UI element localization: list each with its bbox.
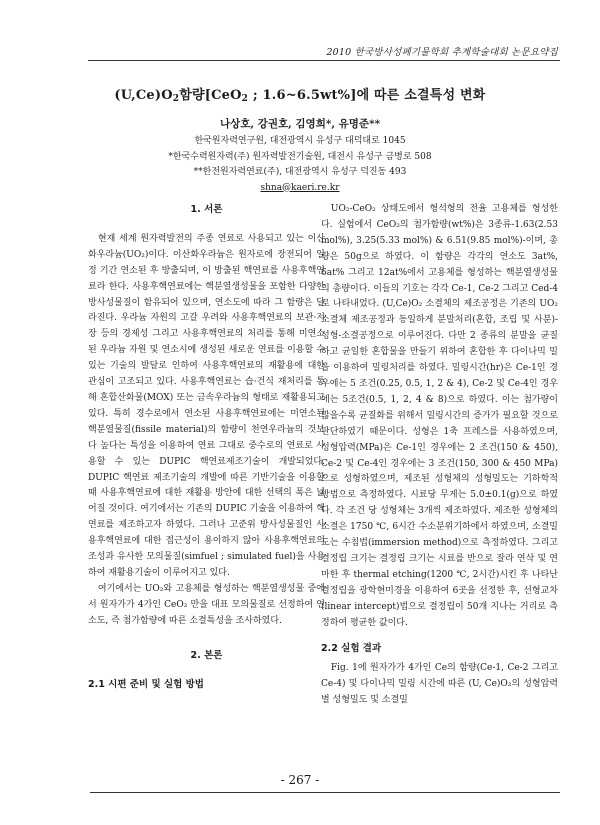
section-heading-intro: 1. 서론 (190, 204, 223, 215)
left-column (88, 196, 325, 697)
intro-paragraph-1: 현재 세계 원자력발전의 주종 연료로 사용되고 있는 이산화우라늄(UO₂)이다. 이산화우라늄은 원자로에 장전되어 일정 기간 연소된 후 방출되며, 이 방출된 핵연료를 사용후핵연료라 한다. 사용후핵연료에는 핵분열생성물을 포함한 다양한 방사성물질이 함유되어 있으며, 연소도에 따라 그 함량은 달라진다. 우라늄 자원의 고갈 우려와 사용후핵연료의 보관·저장 등의 경제성 그리고 사용후핵연료의 처리를 통해 미연소된 우라늄 자원 및 연소시에 생성된 새로운 연료를 이용할 수 있는 기술의 발달로 인하여 사용후핵연료의 재활용에 대한 관심이 고조되고 있다. 사용후핵연료는 습·건식 재처리를 통해 혼합산화물(MOX) 또는 금속우라늄의 형태로 재활용되고 있다. 특히 경수로에서 연소된 사용후핵연료에는 미연소된 핵분열물질(fissile material)의 함량이 천연우라늄의 것보다 높다는 특성을 이용하여 연료 그대로 중수로의 연료로 사용할 수 있는 DUPIC 핵연료제조기술이 개발되었다. DUPIC 핵연료 제조기술의 개발에 따른 기반기술을 이용할 때 사용후핵연료에 대한 재활용 방안에 대한 선택의 폭은 넓어질 것이다. 여기에서는 기존의 DUPIC 기술을 이용하여 핵연료를 제조하고자 하였다. 그러나 고준위 방사성물질인 사용후핵연료에 대한 접근성이 용이하지 않아 사용후핵연료의 조성과 유사한 모의물질(simfuel ; simulated fuel)을 사용하여 재활용기술이 이루어지고 있다. (88, 233, 325, 578)
footer-rule (90, 792, 560, 793)
paper-title (0, 84, 600, 104)
author-list: 나상호, 강권호, 김영희*, 유명준** (219, 118, 381, 130)
subsection-heading-2-2: 2.2 실험 결과 (321, 643, 382, 655)
affiliation-line: **한전원자력연료(주), 대전광역시 유성구 덕진동 493 (193, 167, 407, 177)
intro-paragraph-2: 여기에서는 UO₂와 고용체를 형성하는 핵분열생성물 중에서 원자가가 4가인 CeO₂ 만을 대표 모의물질로 선정하여 연소도, 즉 첨가함량에 따른 소결특성을 조사하였다. (88, 583, 325, 626)
title-subscript: 2 (241, 94, 249, 104)
title-part: 함량[CeO (179, 88, 242, 103)
methods-paragraph: UO₂-CeO₂ 상태도에서 형석형의 전율 고용체를 형성한다. 실험에서 CeO₂의 첨가함량(wt%)은 3종류-1.63(2.53 mol%), 3.25(5.33 mol%) & 6.51(9.85 mol%)-이며, 총량은 50g으로 하였다. 이 함량은 각각의 연소도 3at%, 6at% 그리고 12at%에서 고용체를 형성하는 핵분열생성물의 총량이다. 이들의 기호는 각각 Ce-1, Ce-2 그리고 Ced-4로 나타내었다. (U,Ce)O₂ 소결체의 제조공정은 기존의 UO₂ 소결체 제조공정과 동일하게 분말처리(혼합, 조립 및 사분)-성형-소결공정으로 이루어진다. 다만 2 종류의 분말을 균질하고 균일한 혼합물을 만들기 위하여 혼합한 후 다이나믹 밀을 이용하여 밀링처리를 하였다. 밀링시간(hr)은 Ce-1인 경우에는 5 조건(0.25, 0.5, 1, 2 & 4), Ce-2 및 Ce-4인 경우에는 5조건(0.5, 1, 2, 4 & 8)으로 하였다. 이는 첨가량이 많을수록 균질화를 위해서 밀링시간의 증가가 필요할 것으로 판단하였기 때문이다. 성형은 1축 프레스를 사용하였으며, 성형압력(MPa)은 Ce-1인 경우에는 2 조건(150 & 450), Ce-2 및 Ce-4인 경우에는 3 조건(150, 300 & 450 MPa)으로 성형하였으며, 제조된 성형체의 성형밀도는 기하학적 방법으로 측정하였다. 시료당 무게는 5.0±0.1(g)으로 하였다. 각 조건 당 성형체는 3개씩 제조하였다. 제조한 성형체의 소결은 1750 ℃, 6시간 수소분위기하에서 하였으며, 소결밀도는 수침법(immersion method)으로 측정하였다. 그리고 결정립 크기는 결정립 크기는 시료를 반으로 잘라 연삭 및 연마한 후 thermal etching(1200 ℃, 2시간)시킨 후 나타난 결정립을 광학현미경을 이용하여 6곳을 선정한 후, 선형교차(linear intercept)법으로 결정립이 50개 지나는 거리로 측정하여 평균한 값이다. (321, 204, 558, 628)
affiliation-line: 한국원자력연구원, 대전광역시 유성구 대덕대로 1045 (194, 136, 406, 146)
running-header: 2010 한국방사성폐기물학회 추계학술대회 논문요약집 (326, 47, 558, 58)
page-number: - 267 - (280, 773, 320, 787)
right-column (321, 202, 558, 709)
title-part: (U,Ce)O (114, 88, 173, 103)
affiliations (0, 134, 600, 196)
title-part: ; 1.6~6.5wt%]에 따른 소결특성 변화 (248, 88, 486, 103)
header-rule (88, 60, 560, 61)
spacer (88, 630, 325, 642)
title-subscript: 2 (172, 94, 180, 104)
section-heading-body: 2. 본론 (190, 649, 223, 661)
subsection-heading-2-1: 2.1 시편 준비 및 실험 방법 (88, 679, 204, 691)
author-email: shna@kaeri.re.kr (260, 182, 340, 193)
results-paragraph: Fig. 1에 원자가가 4가인 Ce의 함량(Ce-1, Ce-2 그리고 Ce-4) 및 다이나믹 밀링 시간에 따른 (U, Ce)O₂의 성형압력별 성형밀도 및 소결밀 (321, 663, 558, 706)
affiliation-line: *한국수력원자력(주) 원자력발전기술원, 대전시 유성구 금병로 508 (168, 151, 432, 162)
